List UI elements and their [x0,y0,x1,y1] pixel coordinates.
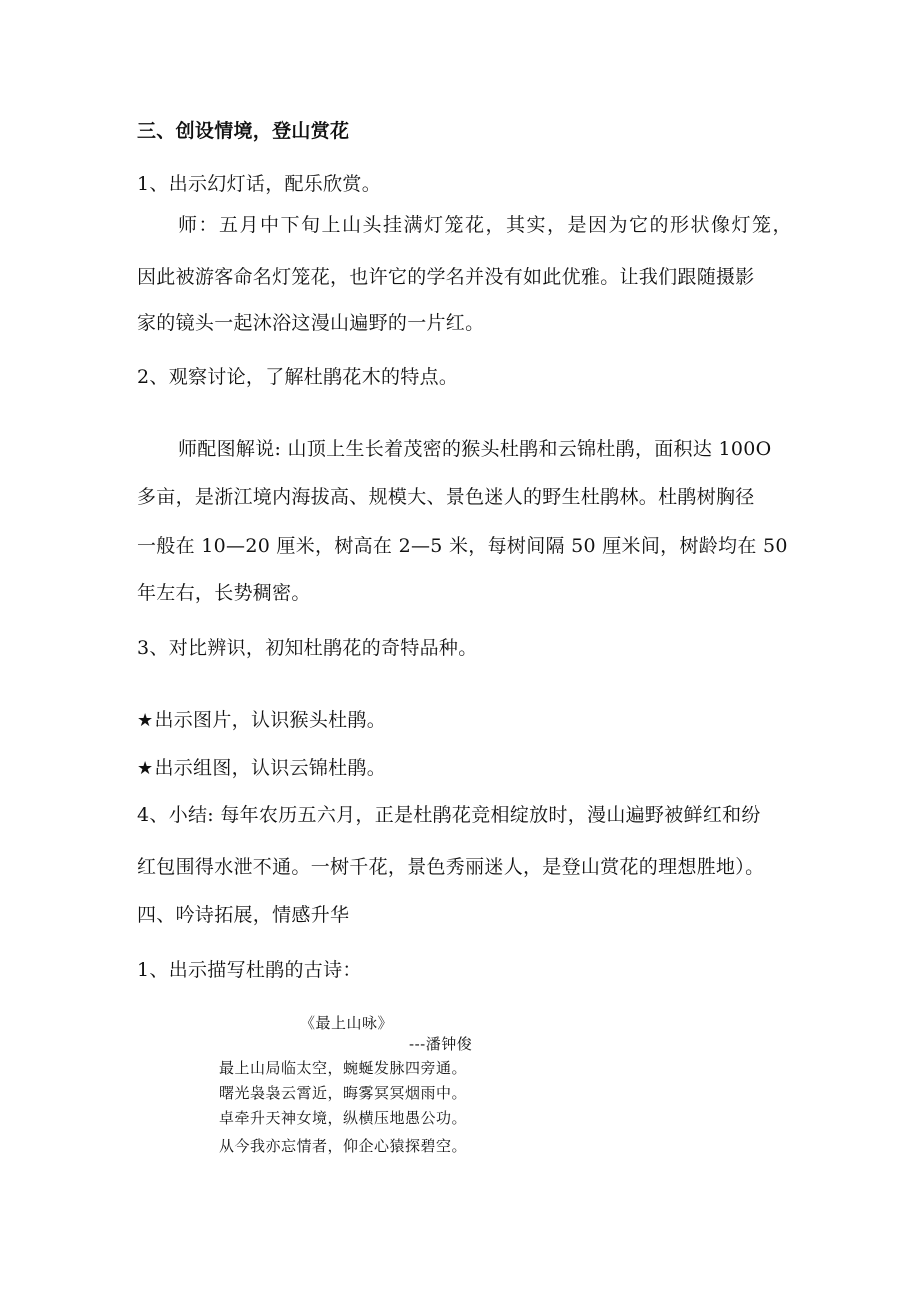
explain-paragraph-line-3: 一般在 10—20 厘米，树高在 2—5 米，每树间隔 50 厘米间，树龄均在 50 [137,535,788,557]
summary-line-1: 4、小结: 每年农历五六月，正是杜鹃花竞相绽放时，漫山遍野被鲜红和纷 [137,804,761,826]
poem-line-2: 曙光袅袅云霄近，晦雾冥冥烟雨中。 [219,1084,468,1102]
star-item-2 [137,756,386,781]
poem-author: ---潘钟俊 [409,1035,473,1053]
star-item-1-text: 出示图片，认识猴头杜鹃。 [154,709,387,731]
teacher-paragraph-line-2: 因此被游客命名灯笼花，也许它的学名并没有如此优雅。让我们跟随摄影 [137,266,755,288]
teacher-paragraph-line-3: 家的镜头一起沐浴这漫山遍野的一片红。 [137,312,485,334]
section-4-item-1: 1、出示描写杜鹃的古诗： [137,959,362,981]
explain-paragraph-line-1: 师配图解说: 山顶上生长着茂密的猴头杜鹃和云锦杜鹃，面积达 100O [178,438,772,460]
poem-line-1: 最上山局临太空，蜿蜒发脉四旁通。 [219,1059,468,1077]
star-icon: ★ [137,758,154,779]
poem-line-3: 卓牵升天神女境，纵横压地愚公功。 [219,1109,468,1127]
teacher-paragraph-line-1: 师：五月中下旬上山头挂满灯笼花，其实，是因为它的形状像灯笼， [178,214,794,236]
poem-line-4: 从今我亦忘情者，仰企心猿探碧空。 [219,1137,468,1155]
section-3-item-1: 1、出示幻灯话，配乐欣赏。 [137,173,381,195]
summary-line-2: 红包围得水泄不通。一树千花，景色秀丽迷人，是登山赏花的理想胜地）。 [137,856,765,878]
poem-title: 《最上山咏》 [300,1014,394,1032]
section-4-heading: 四、吟诗拓展，情感升华 [137,904,350,926]
star-icon: ★ [137,710,154,731]
section-3-item-3: 3、对比辨识，初知杜鹃花的奇特品种。 [137,637,478,659]
section-3-item-2: 2、观察讨论，了解杜鹃花木的特点。 [137,366,459,388]
star-item-1 [137,708,386,733]
section-3-heading: 三、创设情境，登山赏花 [137,120,350,142]
explain-paragraph-line-4: 年左右，长势稠密。 [137,582,311,604]
star-item-2-text: 出示组图，认识云锦杜鹃。 [154,757,387,779]
explain-paragraph-line-2: 多亩，是浙江境内海拔高、规模大、景色迷人的野生杜鹃林。杜鹃树胸径 [137,486,755,508]
